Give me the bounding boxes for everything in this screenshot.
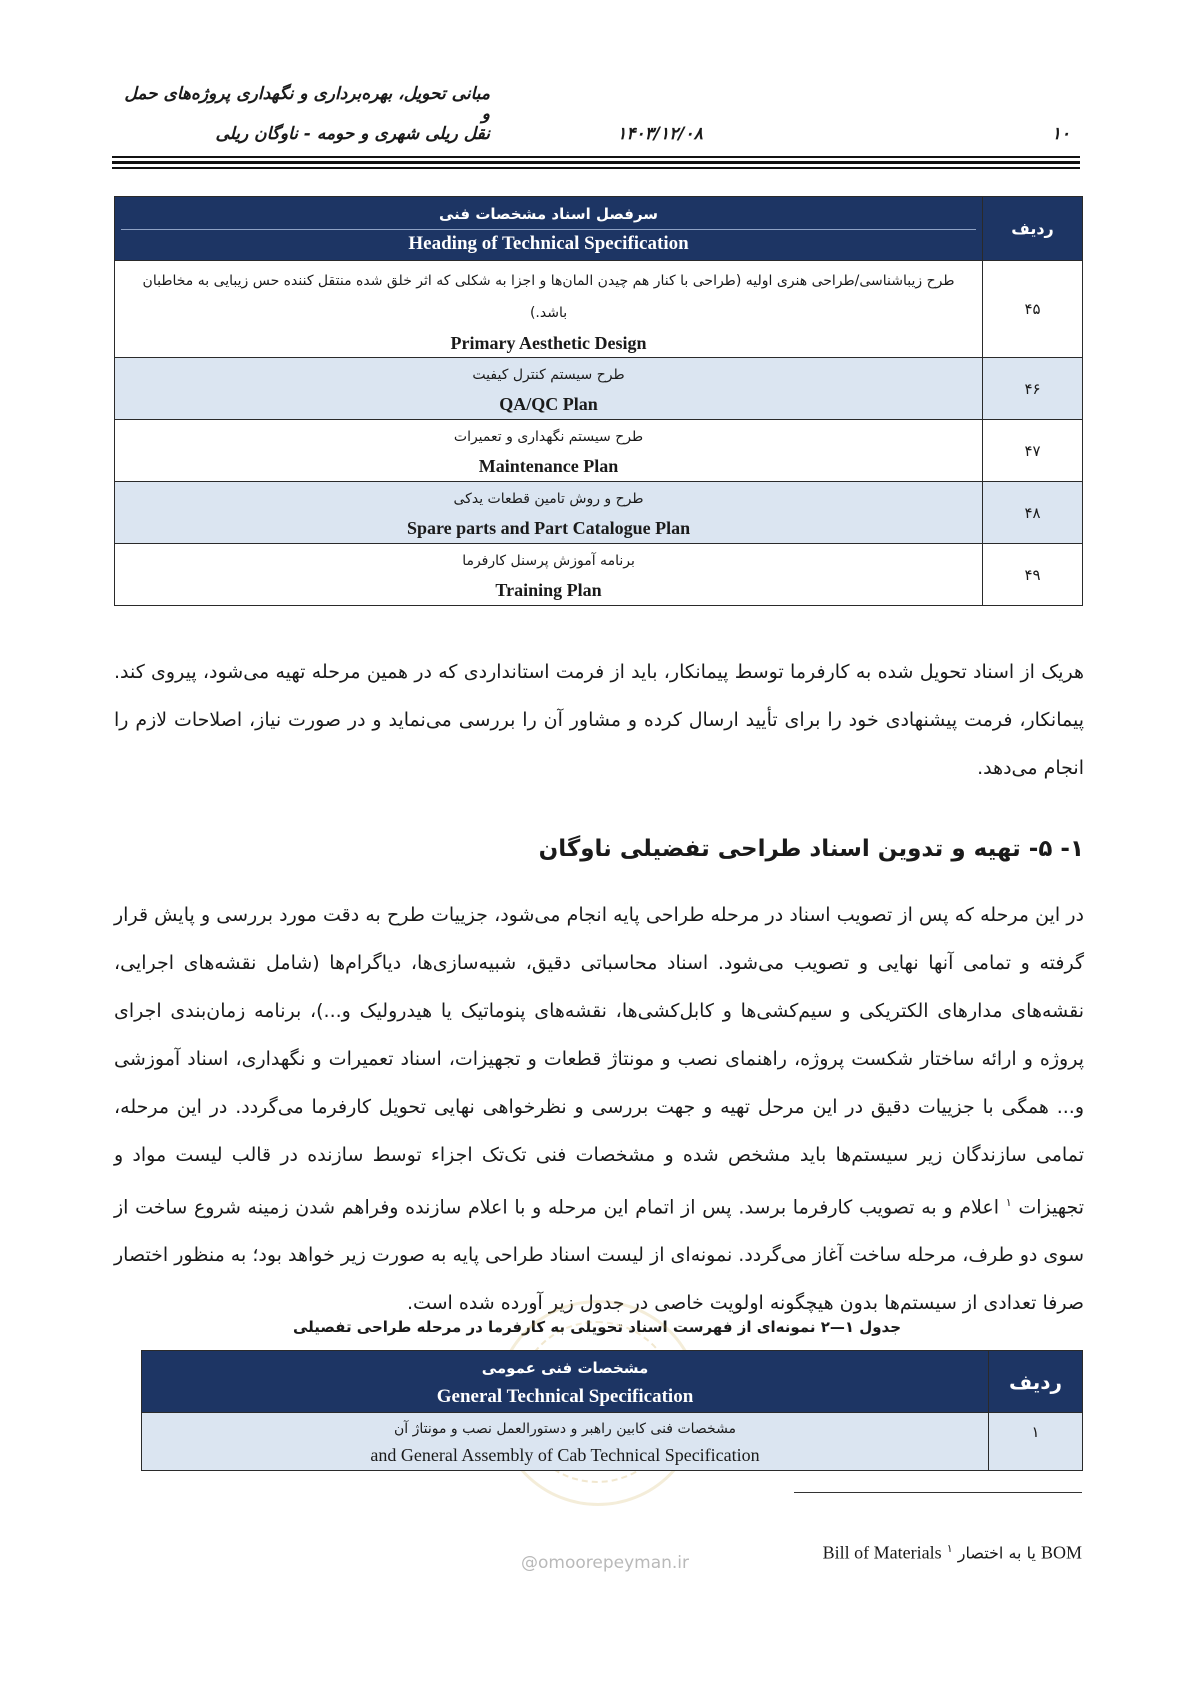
row-description (115, 482, 983, 544)
row-number: ۴۵ (983, 261, 1083, 358)
table-header-row (115, 197, 1083, 261)
table-header-radif: ردیف (989, 1351, 1083, 1413)
spec-table-2 (141, 1350, 1083, 1471)
row-text-en: Spare parts and Part Catalogue Plan (406, 517, 691, 538)
table-caption: جدول ۱—۲ نمونه‌ای از فهرست اسناد تحویلی به کارفرما در مرحله طراحی تفصیلی (292, 1318, 902, 1336)
row-number: ۱ (989, 1413, 1083, 1471)
row-description (115, 544, 983, 606)
table-row (115, 544, 1083, 606)
section-heading: ۱- ۵- تهیه و تدوین اسناد طراحی تفضیلی ناوگان (538, 836, 1084, 862)
row-text-en: Primary Aesthetic Design (450, 333, 647, 353)
row-number: ۴۹ (983, 544, 1083, 606)
footnote-separator (794, 1492, 1082, 1493)
table-header-en: General Technical Specification (436, 1385, 694, 1407)
row-description (115, 358, 983, 420)
paragraph-deliverable-format: هریک از اسناد تحویل شده به کارفرما توسط پیمانکار، باید از فرمت استانداردی که در همین مرحله تهیه می‌شود، پیروی کند. پیمانکار، فرمت پیشنهادی خود را برای تأیید ارسال کرده و مشاور آن را بررسی می‌نماید و در صورت نیاز، اصلاحات لازم را انجام می‌دهد. (114, 661, 1084, 779)
table-header-en: Heading of Technical Specification (121, 229, 976, 258)
row-text-fa: طرح سیستم کنترل کیفیت (472, 366, 625, 383)
page-number: ۱۰ (1051, 124, 1070, 144)
paragraph-detailed-design (114, 891, 1084, 1327)
spec-table-1 (114, 196, 1083, 606)
row-text-fa: طرح سیستم نگهداری و تعمیرات (453, 428, 644, 445)
footnote-ref: ۱ (1005, 1196, 1012, 1209)
table-header-row (142, 1351, 1083, 1413)
header-title-line2: نقل ریلی شهری و حومه - ناوگان ریلی (215, 124, 490, 144)
table-row (115, 358, 1083, 420)
table-header-radif: ردیف (983, 197, 1083, 261)
row-text-fa: برنامه آموزش پرسنل کارفرما (462, 552, 635, 569)
row-number: ۴۷ (983, 420, 1083, 482)
header-title-line1: مبانی تحویل، بهره‌برداری و نگهداری پروژه‌های حمل و (124, 84, 490, 124)
row-text-en: and General Assembly of Cab Technical Specification (370, 1444, 760, 1465)
header-rule-bottom (112, 167, 1080, 169)
row-text-fa: طرح و روش تامین قطعات یدکی (453, 490, 644, 507)
table-header-fa: مشخصات فنی عمومی (481, 1358, 649, 1377)
footnote-fa: یا به اختصار (957, 1543, 1036, 1563)
table-header-fa: سرفصل اسناد مشخصات فنی (439, 205, 659, 223)
watermark-url: @omoorepeyman.ir (520, 1553, 690, 1573)
row-description (115, 420, 983, 482)
row-description (115, 261, 983, 358)
row-text-fa: طرح زیباشناسی/طراحی هنری اولیه (طراحی با کنار هم چیدن المان‌ها و اجزا به شکلی که اثر خلق شده منتقل کننده حس زیبایی به مخاطبان باشد.) (142, 273, 955, 321)
header-date: ۱۴۰۳/۱۲/۰۸ (617, 124, 703, 144)
paragraph-detailed-design-text: در این مرحله که پس از تصویب اسناد در مرحله طراحی پایه انجام می‌شود، جزییات طرح به دقت مورد بررسی و پایش قرار گرفته و تمامی آنها نهایی و تصویب می‌شود. اسناد محاسباتی دقیق، شبیه‌سازی‌ها، دیاگرام‌ها (شامل نقشه‌های اجرایی، نقشه‌های مدارهای الکتریکی و سیم‌کشی‌ها و کابل‌کشی‌ها، نقشه‌های پنوماتیک یا هیدرولیک و...)، برنامه زمان‌بندی اجرای پروژه و ارائه ساختار شکست پروژه، راهنمای نصب و مونتاژ قطعات و تجهیزات، اسناد تعمیرات و نگهداری، اسناد آموزشی و... همگی با جزییات دقیق در این مرحل تهیه و جهت بررسی و نظرخواهی نهایی تحویل کارفرما می‌گردد. در این مرحله، تمامی سازندگان زیر سیستم‌ها باید مشخص شده و مشخصات فنی تک‌تک اجزاء توسط سازنده در قالب لیست مواد و تجهیزات (114, 904, 1085, 1219)
table-row (115, 482, 1083, 544)
row-text-en: Training Plan (495, 579, 602, 600)
paragraph-detailed-design-cont: اعلام و به تصویب کارفرما برسد. پس از اتمام این مرحله و با اعلام سازنده وفراهم شدن زمینه شروع ساخت از سوی دو طرف، مرحله ساخت آغاز می‌گردد. نمونه‌ای از لیست اسناد طراحی پایه به صورت زیر خواهد بود؛ به منظور اختصار صرفا تعدادی از سیستم‌ها بدون هیچگونه اولویت خاصی در جدول زیر آورده شده است. (114, 1196, 1084, 1315)
table-header-heading (142, 1351, 989, 1413)
header-rule-middle (112, 161, 1080, 164)
row-number: ۴۶ (983, 358, 1083, 420)
row-description (142, 1413, 989, 1471)
footnote-abbrev: BOM (1040, 1542, 1082, 1563)
table-header-heading (115, 197, 983, 261)
row-text-en: QA/QC Plan (499, 393, 598, 414)
header-rule-top (112, 156, 1080, 158)
table-row (142, 1413, 1083, 1471)
table-row (115, 261, 1083, 358)
footnote-term: Bill of Materials (822, 1542, 942, 1563)
table-row (115, 420, 1083, 482)
footnote (700, 1542, 1082, 1563)
footnote-marker: ۱ (946, 1542, 953, 1555)
row-text-fa: مشخصات فنی کابین راهبر و دستورالعمل نصب و مونتاژ آن (393, 1420, 737, 1437)
row-text-en: Maintenance Plan (478, 455, 619, 476)
row-number: ۴۸ (983, 482, 1083, 544)
